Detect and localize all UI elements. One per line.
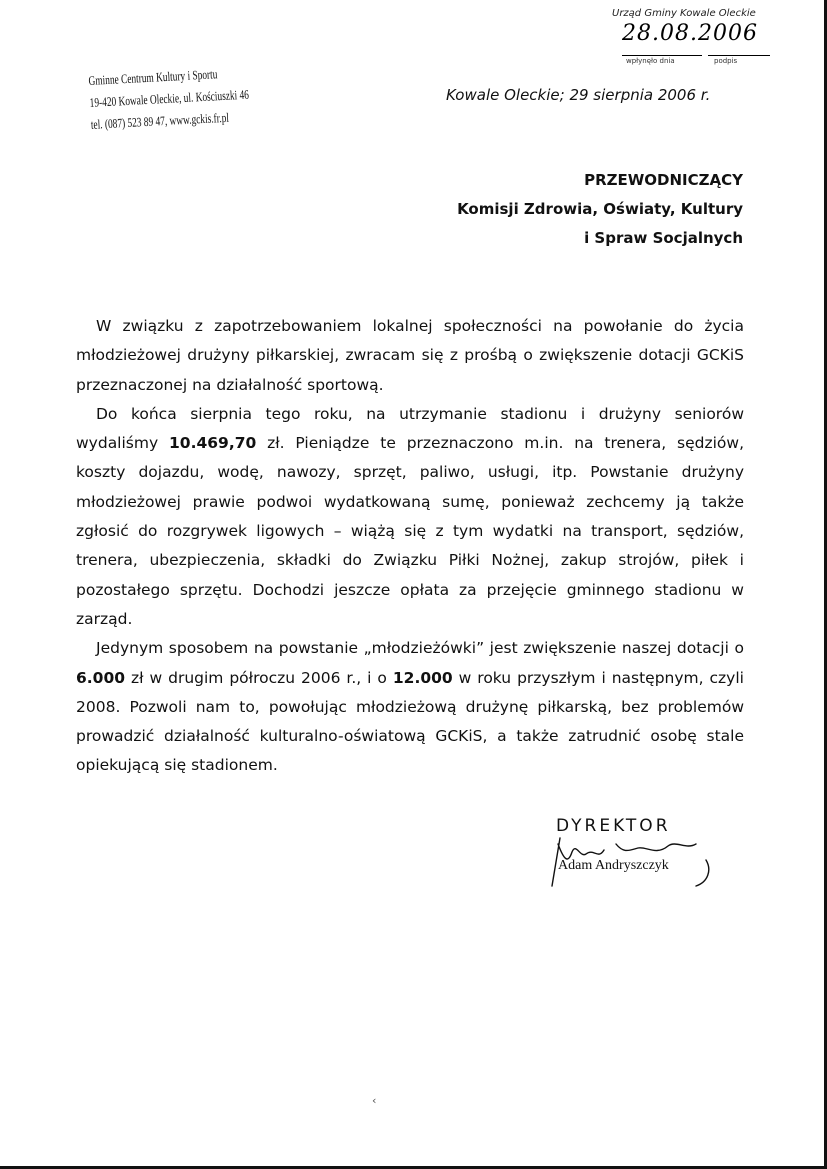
paragraph-2-text-a: Do końca sierpnia tego roku, na utrzymanie stadionu i drużyny seniorów wydaliśmy bbox=[76, 404, 744, 453]
signature-name: Adam Andryszczyk bbox=[558, 858, 669, 873]
place-date: Kowale Oleckie; 29 sierpnia 2006 r. bbox=[446, 86, 711, 104]
paragraph-3 bbox=[76, 634, 744, 780]
stamp-office: Urząd Gminy Kowale Oleckie bbox=[612, 8, 756, 19]
recipient-line-1: PRZEWODNICZĄCY bbox=[584, 171, 743, 189]
stamp-signature-line bbox=[708, 55, 770, 56]
sender-name: Gminne Centrum Kultury i Sportu bbox=[88, 66, 218, 88]
stamp-label-signature: podpis bbox=[714, 57, 738, 65]
stamp-label-received: wpłynęło dnia bbox=[626, 57, 675, 65]
sender-address: 19-420 Kowale Oleckie, ul. Kościuszki 46 bbox=[89, 86, 250, 110]
stamp-date: 28.08.2006 bbox=[622, 21, 758, 46]
paragraph-2-text-b: zł. Pieniądze te przeznaczono m.in. na trenera, sędziów, koszty dojazdu, wodę, nawozy, sprzęt, paliwo, usługi, itp. Powstanie drużyny młodzieżowej prawie podwoi wydatkowaną sumę, ponieważ zechcemy ją także zgłosić do rozgrywek ligowych – wiążą się z tym wydatki na transport, sędziów, trenera, ubezpieczenia, składki do Związku Piłki Nożnej, zakup strojów, piłek i pozostałego sprzętu. Dochodzi jeszcze opłata za przejęcie gminnego stadionu w zarząd. bbox=[76, 434, 744, 628]
signature-block bbox=[546, 816, 726, 886]
paragraph-3-text-c: w roku przyszłym i następnym, czyli 2008. Pozwoli nam to, powołując młodzieżową drużynę piłkarską, bez problemów prowadzić działalność kulturalno-oświatową GCKiS, a także zatrudnić osobę stale opiekującą się stadionem. bbox=[76, 668, 744, 775]
paragraph-1-text: W związku z zapotrzebowaniem lokalnej społeczności na powołanie do życia młodzieżowej drużyny piłkarskiej, zwracam się z prośbą o zwiększenie dotacji GCKiS przeznaczonej na działalność sportową. bbox=[76, 317, 744, 394]
amount-next-years: 12.000 bbox=[392, 668, 453, 687]
stray-mark: ‹ bbox=[372, 1094, 377, 1107]
paragraph-2 bbox=[76, 400, 744, 634]
recipient-block bbox=[457, 166, 743, 253]
sender-header bbox=[88, 58, 312, 135]
paragraph-3-text-a: Jedynym sposobem na powstanie „młodzieżówki” jest zwiększenie naszej dotacji o bbox=[96, 639, 744, 658]
sender-contact: tel. (087) 523 89 47, www.gckis.fr.pl bbox=[90, 109, 230, 132]
registry-stamp bbox=[612, 8, 812, 65]
signature-title: DYREKTOR bbox=[556, 816, 671, 836]
letter-body bbox=[76, 312, 744, 781]
paragraph-3-text-b: zł w drugim półroczu 2006 r., i o bbox=[130, 668, 387, 687]
recipient-line-3: i Spraw Socjalnych bbox=[584, 229, 743, 247]
stamp-date-line bbox=[622, 55, 702, 56]
recipient-line-2: Komisji Zdrowia, Oświaty, Kultury bbox=[457, 200, 743, 218]
amount-spent: 10.469,70 bbox=[169, 434, 257, 453]
amount-2006: 6.000 bbox=[76, 668, 126, 687]
paragraph-1 bbox=[76, 312, 744, 400]
